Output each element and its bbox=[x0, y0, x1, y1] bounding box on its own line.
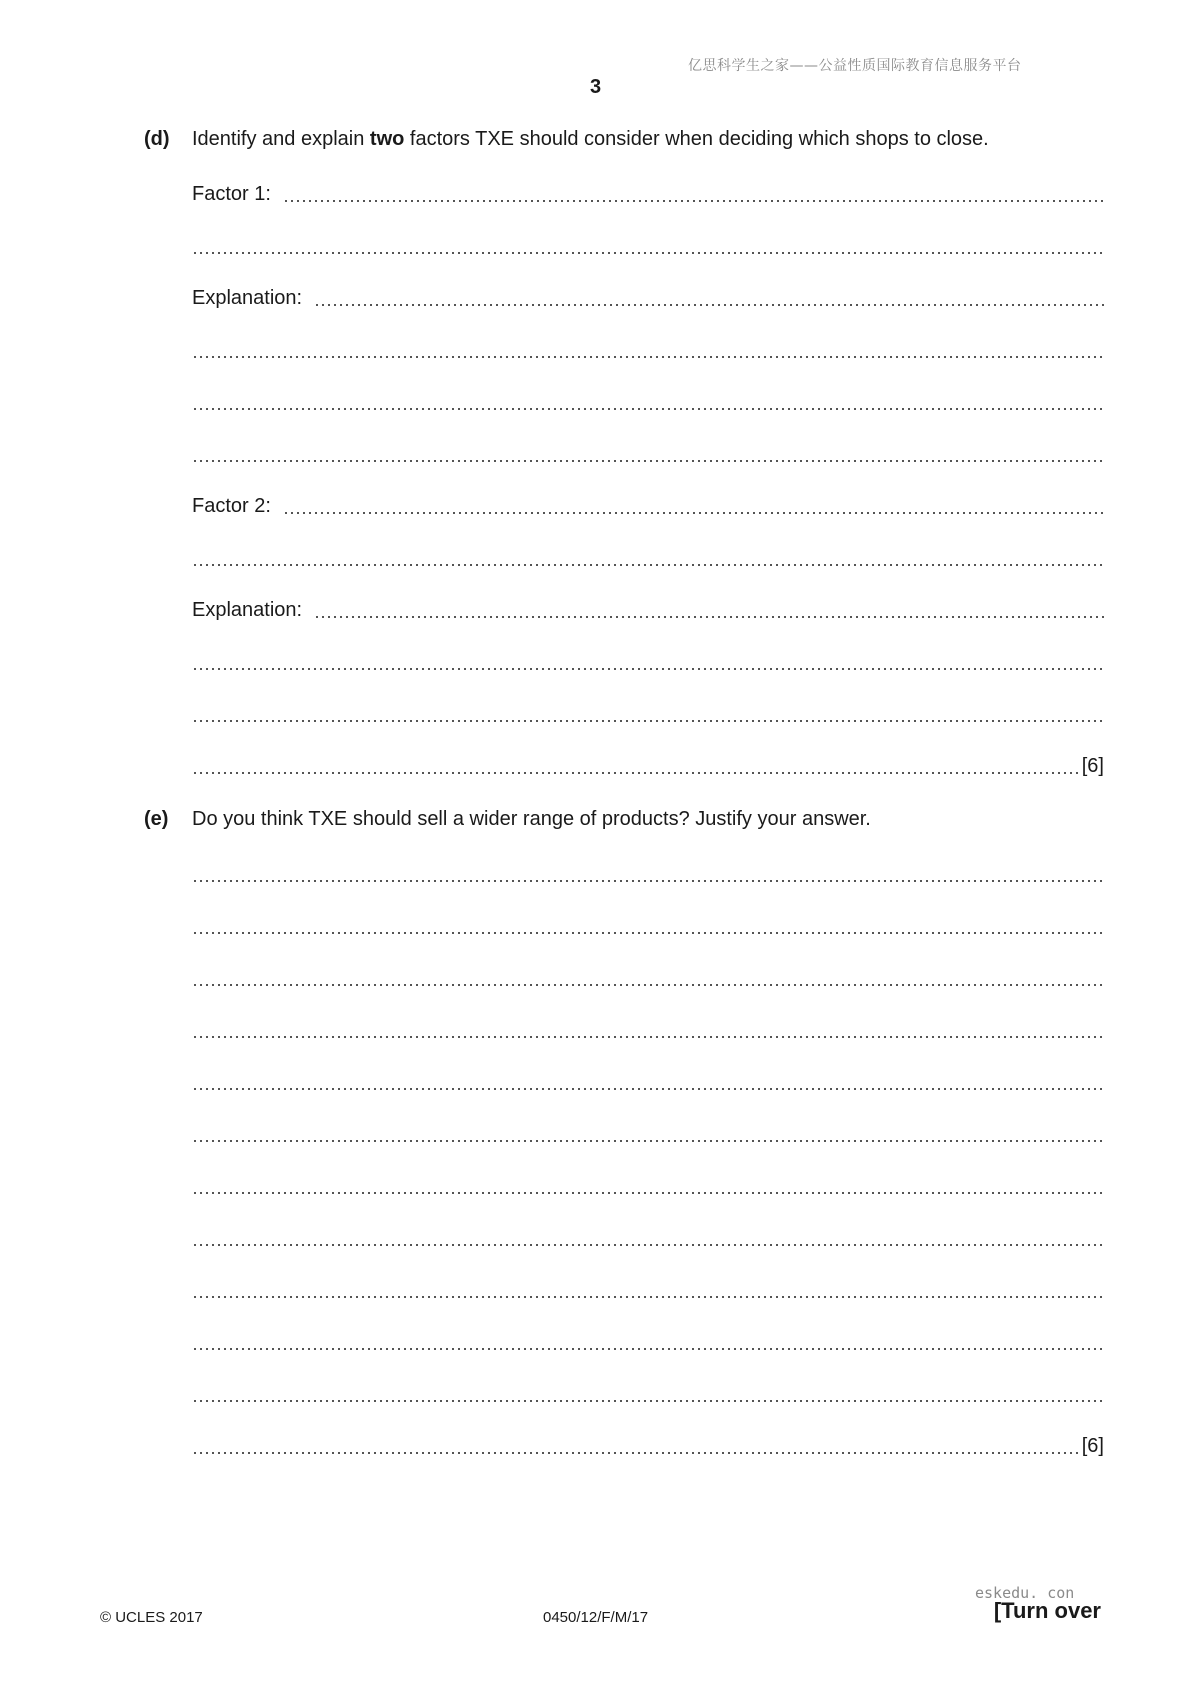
answer-dots bbox=[192, 1019, 1104, 1039]
question-d-marks: [6] bbox=[1081, 755, 1104, 777]
answer-dots bbox=[192, 339, 1104, 359]
factor2-answer-line[interactable] bbox=[192, 490, 1104, 518]
explanation2-answer-line[interactable] bbox=[192, 594, 1104, 622]
question-e-label: (e) bbox=[144, 808, 169, 830]
answer-dots bbox=[192, 1435, 1080, 1455]
answer-dots bbox=[283, 495, 1104, 515]
answer-line[interactable] bbox=[192, 1326, 1104, 1354]
question-d-text-bold: two bbox=[369, 128, 405, 150]
answer-line[interactable] bbox=[192, 334, 1104, 362]
answer-line[interactable] bbox=[192, 858, 1104, 886]
answer-line[interactable] bbox=[192, 1274, 1104, 1302]
copyright: © UCLES 2017 bbox=[100, 1609, 203, 1626]
answer-dots bbox=[192, 443, 1104, 463]
answer-dots bbox=[192, 967, 1104, 987]
answer-dots bbox=[192, 915, 1104, 935]
answer-line[interactable] bbox=[192, 1170, 1104, 1198]
page-number: 3 bbox=[589, 76, 602, 98]
question-e-marks: [6] bbox=[1081, 1435, 1104, 1457]
question-d-text-start: Identify and explain bbox=[192, 128, 370, 150]
answer-dots bbox=[314, 599, 1104, 619]
answer-dots bbox=[192, 1383, 1104, 1403]
factor2-label: Factor 2: bbox=[192, 495, 271, 517]
watermark-footer: eskedu. con bbox=[975, 1584, 1075, 1602]
answer-line[interactable] bbox=[192, 962, 1104, 990]
answer-dots bbox=[192, 1227, 1104, 1247]
explanation2-label: Explanation: bbox=[192, 599, 303, 621]
explanation1-label: Explanation: bbox=[192, 287, 303, 309]
answer-line[interactable] bbox=[192, 698, 1104, 726]
factor1-label: Factor 1: bbox=[192, 183, 271, 205]
answer-line-final[interactable] bbox=[192, 1430, 1104, 1458]
explanation1-answer-line[interactable] bbox=[192, 282, 1104, 310]
answer-dots bbox=[314, 287, 1104, 307]
answer-dots bbox=[192, 235, 1104, 255]
answer-dots bbox=[192, 1175, 1104, 1195]
question-d-label: (d) bbox=[144, 128, 170, 150]
answer-line[interactable] bbox=[192, 1378, 1104, 1406]
watermark-header: 亿思科学生之家——公益性质国际教育信息服务平台 bbox=[688, 58, 1022, 74]
turn-over: [Turn over bbox=[993, 1598, 1101, 1623]
answer-dots bbox=[192, 547, 1104, 567]
answer-line[interactable] bbox=[192, 1222, 1104, 1250]
factor1-answer-line[interactable] bbox=[192, 178, 1104, 206]
question-d-text bbox=[192, 128, 989, 151]
answer-line[interactable] bbox=[192, 910, 1104, 938]
question-e-text: Do you think TXE should sell a wider range of products? Justify your answer. bbox=[192, 808, 871, 830]
answer-line[interactable] bbox=[192, 438, 1104, 466]
answer-line[interactable] bbox=[192, 1066, 1104, 1094]
answer-dots bbox=[192, 651, 1104, 671]
question-d-text-end: factors TXE should consider when deciding which shops to close. bbox=[404, 128, 989, 150]
answer-dots bbox=[192, 1071, 1104, 1091]
answer-dots bbox=[192, 1279, 1104, 1299]
answer-dots bbox=[192, 1123, 1104, 1143]
answer-dots bbox=[192, 391, 1104, 411]
answer-line[interactable] bbox=[192, 1014, 1104, 1042]
answer-line[interactable] bbox=[192, 1118, 1104, 1146]
answer-line[interactable] bbox=[192, 542, 1104, 570]
answer-line[interactable] bbox=[192, 230, 1104, 258]
answer-line[interactable] bbox=[192, 386, 1104, 414]
answer-line[interactable] bbox=[192, 646, 1104, 674]
answer-line-final[interactable] bbox=[192, 750, 1104, 778]
answer-dots bbox=[192, 755, 1080, 775]
answer-dots bbox=[192, 703, 1104, 723]
answer-dots bbox=[192, 863, 1104, 883]
answer-dots bbox=[283, 183, 1104, 203]
paper-code: 0450/12/F/M/17 bbox=[543, 1609, 649, 1626]
answer-dots bbox=[192, 1331, 1104, 1351]
